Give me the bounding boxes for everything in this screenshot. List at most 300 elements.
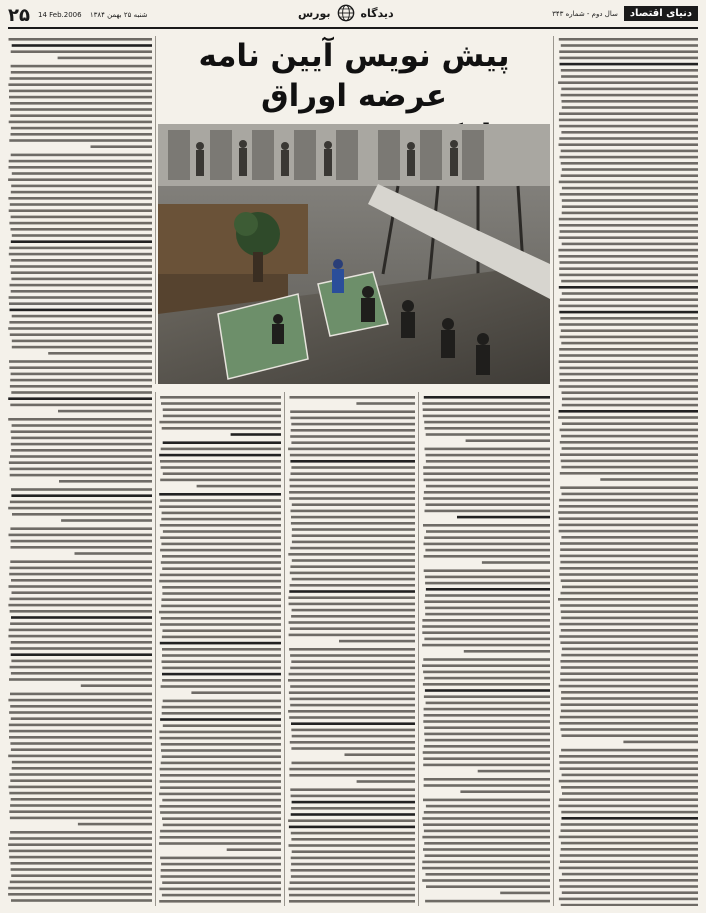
- text-line: [292, 578, 415, 581]
- text-line: [424, 708, 550, 711]
- text-line: [290, 396, 416, 399]
- text-line: [8, 418, 152, 421]
- issue-number: سال دوم - شماره ۳۴۳: [552, 9, 618, 18]
- text-line: [562, 106, 698, 109]
- text-line: [162, 799, 281, 802]
- text-line: [11, 874, 152, 877]
- text-line: [561, 131, 698, 134]
- text-line: [11, 71, 152, 74]
- text-line: [288, 679, 415, 682]
- text-line: [559, 755, 698, 758]
- text-line: [8, 178, 152, 181]
- text-line: [11, 437, 152, 440]
- text-line: [11, 488, 152, 491]
- text-line: [8, 397, 152, 400]
- text-line: [559, 274, 698, 277]
- text-line: [560, 63, 699, 66]
- text-line: [424, 677, 550, 680]
- text-line: [11, 259, 152, 262]
- text-line: [424, 714, 550, 717]
- text-line: [159, 611, 281, 614]
- text-line: [159, 888, 281, 891]
- text-line: [426, 805, 550, 808]
- text-line: [162, 817, 281, 820]
- text-line: [422, 817, 550, 820]
- text-line: [560, 429, 698, 432]
- text-line: [424, 842, 550, 845]
- text-line: [9, 678, 152, 681]
- text-line: [424, 600, 550, 603]
- text-line: [424, 536, 550, 539]
- text-line: [559, 125, 698, 128]
- text-line: [560, 472, 698, 475]
- masthead-right: [552, 6, 698, 21]
- text-line: [161, 543, 281, 546]
- text-line: [10, 598, 153, 601]
- text-line: [11, 672, 152, 675]
- text-line: [559, 348, 698, 351]
- text-line: [559, 780, 698, 783]
- text-line: [422, 631, 550, 634]
- text-line: [424, 830, 550, 833]
- text-line: [426, 530, 550, 533]
- text-line: [426, 454, 551, 457]
- text-line: [560, 854, 698, 857]
- text-line: [160, 396, 281, 399]
- text-line: [9, 792, 152, 795]
- text-line: [291, 472, 416, 475]
- text-line: [288, 819, 415, 822]
- text-line: [160, 836, 281, 839]
- text-line: [423, 848, 550, 851]
- text-line: [560, 317, 698, 320]
- text-line: [9, 222, 152, 225]
- text-line: [558, 805, 698, 808]
- text-line: [58, 57, 152, 60]
- text-line: [162, 598, 282, 601]
- text-line: [11, 660, 152, 663]
- text-line: [289, 603, 415, 606]
- text-line: [560, 860, 698, 863]
- column-divider: [155, 36, 156, 384]
- text-line: [160, 460, 281, 463]
- text-line: [159, 493, 281, 496]
- text-line: [560, 885, 698, 888]
- text-line: [11, 228, 153, 231]
- text-line: [163, 629, 282, 632]
- text-line: [292, 801, 415, 804]
- text-line: [162, 648, 281, 651]
- text-column-left: [8, 34, 152, 906]
- text-line: [423, 524, 550, 527]
- text-line: [562, 873, 698, 876]
- text-line: [9, 209, 152, 212]
- text-line: [10, 455, 152, 458]
- text-line: [561, 435, 698, 438]
- text-line: [9, 810, 152, 813]
- text-line: [562, 391, 699, 394]
- text-line: [623, 741, 698, 744]
- text-line: [423, 751, 550, 754]
- text-line: [48, 352, 152, 355]
- text-line: [10, 284, 153, 287]
- text-line: [562, 734, 699, 737]
- text-line: [11, 717, 152, 720]
- text-line: [291, 441, 415, 444]
- text-line: [12, 513, 152, 516]
- text-line: [600, 478, 698, 481]
- text-line: [160, 718, 281, 721]
- text-line: [9, 366, 152, 369]
- text-line: [426, 588, 550, 591]
- text-line: [9, 38, 153, 41]
- text-line: [457, 516, 550, 519]
- text-line: [12, 761, 152, 764]
- text-line: [290, 698, 415, 701]
- column-divider: [553, 36, 554, 906]
- text-line: [11, 290, 152, 293]
- text-line: [162, 660, 282, 663]
- text-line: [9, 730, 152, 733]
- text-line: [290, 410, 415, 413]
- text-line: [8, 887, 152, 890]
- text-line: [12, 591, 153, 594]
- text-line: [423, 472, 550, 475]
- text-line: [562, 398, 698, 401]
- text-line: [425, 594, 550, 597]
- text-line: [558, 511, 698, 514]
- text-line: [11, 862, 153, 865]
- headline-line-1: پیش نویس آیین نامه عرضه اوراق: [198, 38, 510, 114]
- text-line: [290, 417, 415, 420]
- text-line: [8, 83, 152, 86]
- text-line: [558, 598, 698, 601]
- text-line: [289, 894, 415, 897]
- section-left-label: بورس: [298, 6, 331, 20]
- text-line: [162, 636, 281, 639]
- text-line: [160, 623, 281, 626]
- text-line: [291, 522, 415, 525]
- text-line: [560, 367, 699, 370]
- text-line: [288, 553, 415, 556]
- text-line: [561, 691, 698, 694]
- text-line: [560, 542, 698, 545]
- text-line: [291, 869, 415, 872]
- text-line: [292, 503, 415, 506]
- text-line: [426, 460, 550, 463]
- text-line: [162, 679, 281, 682]
- text-line: [561, 654, 698, 657]
- text-line: [290, 547, 415, 550]
- text-line: [560, 298, 698, 301]
- text-line: [160, 857, 281, 860]
- text-line: [8, 507, 152, 510]
- text-line: [562, 243, 698, 246]
- text-line: [11, 50, 152, 53]
- text-line: [163, 415, 281, 418]
- text-line: [291, 729, 415, 732]
- text-line: [12, 315, 152, 318]
- text-line: [292, 735, 415, 738]
- text-line: [289, 590, 415, 593]
- text-line: [422, 867, 550, 870]
- text-line: [290, 788, 415, 791]
- text-line: [422, 664, 550, 667]
- text-line: [559, 573, 698, 576]
- text-line: [291, 660, 415, 663]
- text-line: [12, 340, 152, 343]
- text-line: [9, 786, 153, 789]
- text-line: [163, 472, 281, 475]
- text-line: [290, 460, 415, 463]
- text-line: [161, 863, 281, 866]
- text-line: [11, 616, 152, 619]
- text-line: [11, 641, 152, 644]
- text-line: [559, 267, 698, 270]
- text-line: [289, 634, 415, 637]
- text-line: [424, 733, 550, 736]
- text-line: [163, 824, 281, 827]
- text-line: [11, 899, 152, 902]
- text-line: [464, 650, 550, 653]
- text-line: [561, 842, 698, 845]
- text-line: [11, 373, 152, 376]
- text-line: [11, 546, 153, 549]
- text-line: [10, 881, 152, 884]
- text-line: [11, 154, 152, 157]
- text-line: [9, 253, 152, 256]
- text-line: [161, 617, 281, 620]
- text-line: [425, 576, 550, 579]
- text-line: [291, 466, 415, 469]
- text-line: [290, 667, 415, 670]
- text-line: [559, 137, 698, 140]
- text-line: [11, 579, 152, 582]
- text-line: [424, 778, 550, 781]
- text-line: [560, 57, 699, 60]
- text-line: [162, 673, 281, 676]
- text-line: [11, 278, 152, 281]
- text-line: [562, 792, 698, 795]
- text-line: [161, 743, 281, 746]
- text-line: [422, 861, 550, 864]
- text-line: [426, 485, 550, 488]
- text-line: [561, 88, 698, 91]
- text-line: [160, 786, 281, 789]
- text-line: [10, 527, 152, 530]
- text-line: [290, 704, 415, 707]
- text-line: [291, 807, 415, 810]
- text-line: [289, 691, 415, 694]
- text-line: [291, 516, 415, 519]
- text-line: [288, 596, 415, 599]
- text-line: [11, 271, 152, 274]
- text-line: [10, 468, 152, 471]
- text-line: [161, 685, 281, 688]
- text-line: [10, 404, 152, 407]
- text-line: [560, 379, 698, 382]
- text-line: [424, 811, 550, 814]
- text-line: [290, 741, 415, 744]
- text-line: [559, 635, 698, 638]
- text-line: [559, 143, 699, 146]
- section-right-label: دیدگاه: [360, 6, 394, 20]
- text-line: [11, 748, 152, 751]
- text-line: [291, 875, 415, 878]
- text-line: [78, 823, 152, 826]
- text-line: [9, 139, 152, 142]
- text-line: [10, 108, 152, 111]
- text-line: [10, 666, 152, 669]
- text-line: [425, 613, 550, 616]
- column-divider: [284, 392, 285, 906]
- text-line: [562, 422, 698, 425]
- text-line: [561, 579, 698, 582]
- text-line: [160, 574, 281, 577]
- text-line: [58, 410, 152, 413]
- text-line: [290, 565, 415, 568]
- text-line: [159, 454, 281, 457]
- text-line: [9, 90, 152, 93]
- text-line: [290, 572, 415, 575]
- text-line: [11, 430, 152, 433]
- text-line: [161, 749, 281, 752]
- text-line: [560, 486, 698, 489]
- text-line: [478, 770, 550, 773]
- text-line: [161, 402, 281, 405]
- text-line: [9, 856, 152, 859]
- text-line: [10, 77, 152, 80]
- text-line: [425, 739, 550, 742]
- text-line: [562, 100, 699, 103]
- text-line: [160, 774, 281, 777]
- text-line: [291, 832, 415, 835]
- text-line: [559, 867, 698, 870]
- text-line: [560, 453, 698, 456]
- text-line: [561, 75, 698, 78]
- page-number: ۲۵: [8, 4, 30, 26]
- text-line: [8, 755, 152, 758]
- text-line: [561, 592, 699, 595]
- text-line: [560, 641, 698, 644]
- text-line: [9, 96, 152, 99]
- text-line: [160, 642, 281, 645]
- text-line: [10, 385, 152, 388]
- text-line: [162, 755, 281, 758]
- text-line: [482, 561, 550, 564]
- text-line: [11, 653, 152, 656]
- text-line: [424, 569, 550, 572]
- text-line: [8, 893, 152, 896]
- text-line: [561, 610, 698, 613]
- text-line: [561, 848, 698, 851]
- text-line: [162, 555, 281, 558]
- text-line: [11, 494, 152, 497]
- text-line: [10, 265, 152, 268]
- text-line: [288, 710, 415, 713]
- text-line: [162, 592, 281, 595]
- text-line: [562, 404, 698, 407]
- text-line: [560, 156, 699, 159]
- text-line: [559, 898, 698, 901]
- column-divider: [155, 392, 156, 906]
- text-line: [292, 541, 415, 544]
- text-line: [9, 121, 152, 124]
- text-line: [560, 193, 698, 196]
- text-line: [424, 638, 550, 641]
- text-line: [10, 622, 152, 625]
- text-line: [10, 560, 152, 563]
- text-line: [422, 644, 550, 647]
- text-line: [292, 609, 415, 612]
- text-line: [161, 466, 281, 469]
- text-line: [11, 65, 152, 68]
- text-line: [559, 224, 698, 227]
- text-line: [561, 536, 698, 539]
- text-line: [424, 543, 551, 546]
- text-line: [562, 212, 698, 215]
- text-line: [10, 779, 152, 782]
- text-line: [345, 753, 416, 756]
- text-line: [9, 736, 152, 739]
- text-line: [9, 837, 152, 840]
- text-line: [289, 768, 415, 771]
- text-line: [291, 795, 415, 798]
- text-line: [425, 448, 551, 451]
- text-line: [558, 305, 698, 308]
- text-line: [423, 799, 550, 802]
- text-line: [289, 900, 415, 903]
- text-line: [426, 702, 550, 705]
- text-line: [560, 716, 698, 719]
- text-line: [8, 699, 152, 702]
- text-line: [10, 831, 152, 834]
- text-line: [291, 722, 415, 725]
- text-line: [10, 647, 152, 650]
- text-line: [561, 703, 699, 706]
- text-column-2: [288, 392, 415, 906]
- text-line: [9, 247, 152, 250]
- text-line: [160, 536, 281, 539]
- text-line: [12, 346, 152, 349]
- text-line: [9, 573, 152, 576]
- text-line: [160, 830, 281, 833]
- text-line: [559, 286, 698, 289]
- text-line: [290, 435, 415, 438]
- text-line: [425, 510, 551, 513]
- text-line: [59, 480, 152, 483]
- text-line: [162, 567, 281, 570]
- text-line: [12, 767, 152, 770]
- text-line: [161, 762, 281, 765]
- text-line: [159, 580, 281, 583]
- text-line: [559, 722, 698, 725]
- text-line: [560, 567, 698, 570]
- text-line: [466, 439, 550, 442]
- text-line: [91, 145, 153, 148]
- text-line: [290, 454, 415, 457]
- text-line: [423, 764, 550, 767]
- text-line: [8, 635, 152, 638]
- text-line: [11, 449, 152, 452]
- text-line: [425, 854, 551, 857]
- text-line: [561, 280, 698, 283]
- text-line: [292, 528, 415, 531]
- text-line: [162, 427, 281, 430]
- text-line: [197, 485, 281, 488]
- text-line: [423, 683, 550, 686]
- text-line: [288, 448, 415, 451]
